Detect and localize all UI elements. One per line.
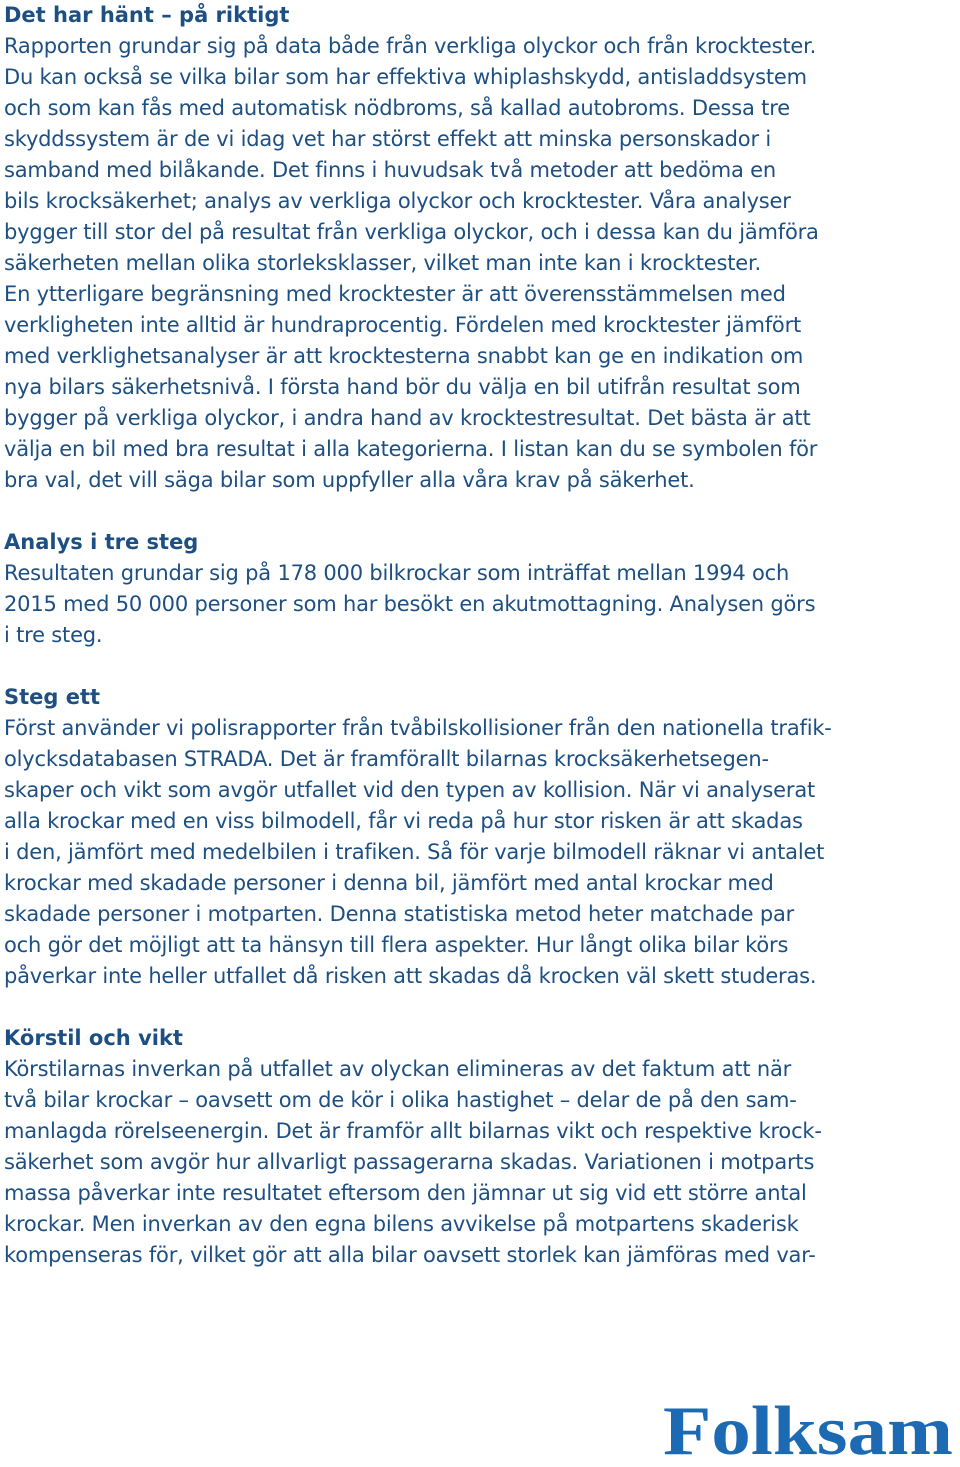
text-line: välja en bil med bra resultat i alla kategorierna. I listan kan du se symbolen för <box>4 437 818 461</box>
text-line: nya bilars säkerhetsnivå. I första hand bör du välja en bil utifrån resultat som <box>4 375 801 399</box>
text-line: och gör det möjligt att ta hänsyn till flera aspekter. Hur långt olika bilar körs <box>4 933 789 957</box>
section-body <box>4 31 944 496</box>
text-line: Rapporten grundar sig på data både från verkliga olyckor och från krocktester. <box>4 34 817 58</box>
section-body <box>4 713 944 992</box>
text-line: massa påverkar inte resultatet eftersom den jämnar ut sig vid ett större antal <box>4 1181 807 1205</box>
text-line: två bilar krockar – oavsett om de kör i olika hastighet – delar de på den sam- <box>4 1088 797 1112</box>
text-line: Först använder vi polisrapporter från tvåbilskollisioner från den nationella trafik- <box>4 716 832 740</box>
text-line: En ytterligare begränsning med krocktester är att överensstämmelsen med <box>4 282 786 306</box>
text-line: i tre steg. <box>4 623 103 647</box>
text-line: manlagda rörelseenergin. Det är framför allt bilarnas vikt och respektive krock- <box>4 1119 822 1143</box>
section-heading: Det har hänt – på riktigt <box>4 3 290 27</box>
text-line: kompenseras för, vilket gör att alla bilar oavsett storlek kan jämföras med var- <box>4 1243 816 1267</box>
text-line: verkligheten inte alltid är hundraprocentig. Fördelen med krocktester jämfört <box>4 313 802 337</box>
section-det-har-hant <box>4 0 944 496</box>
text-line: säkerheten mellan olika storleksklasser, vilket man inte kan i krocktester. <box>4 251 761 275</box>
text-line: i den, jämfört med medelbilen i trafiken. Så för varje bilmodell räknar vi antalet <box>4 840 825 864</box>
text-line: Du kan också se vilka bilar som har effektiva whiplashskydd, antisladdsystem <box>4 65 807 89</box>
section-analys-i-tre-steg <box>4 527 944 651</box>
section-heading: Körstil och vikt <box>4 1026 183 1050</box>
text-line: bra val, det vill säga bilar som uppfyller alla våra krav på säkerhet. <box>4 468 695 492</box>
text-line: krockar med skadade personer i denna bil, jämfört med antal krockar med <box>4 871 774 895</box>
text-line: med verklighetsanalyser är att krocktesterna snabbt kan ge en indikation om <box>4 344 804 368</box>
text-line: Resultaten grundar sig på 178 000 bilkrockar som inträffat mellan 1994 och <box>4 561 790 585</box>
folksam-logo <box>663 1402 955 1462</box>
text-line: krockar. Men inverkan av den egna bilens avvikelse på motpartens skaderisk <box>4 1212 799 1236</box>
section-spacer <box>4 496 944 527</box>
section-spacer <box>4 992 944 1023</box>
section-spacer <box>4 651 944 682</box>
text-line: 2015 med 50 000 personer som har besökt en akutmottagning. Analysen görs <box>4 592 816 616</box>
text-line: skyddssystem är de vi idag vet har störst effekt att minska personskador i <box>4 127 771 151</box>
text-line: olycksdatabasen STRADA. Det är framförallt bilarnas krocksäkerhetsegen- <box>4 747 769 771</box>
text-line: skaper och vikt som avgör utfallet vid den typen av kollision. När vi analyserat <box>4 778 816 802</box>
text-line: påverkar inte heller utfallet då risken att skadas då krocken väl skett studeras. <box>4 964 817 988</box>
text-line: alla krockar med en viss bilmodell, får vi reda på hur stor risken är att skadas <box>4 809 803 833</box>
text-line: bygger på verkliga olyckor, i andra hand av krocktestresultat. Det bästa är att <box>4 406 811 430</box>
folksam-logo-icon <box>663 1402 955 1462</box>
logo-text: Folksam <box>663 1402 953 1462</box>
text-line: skadade personer i motparten. Denna statistiska metod heter matchade par <box>4 902 795 926</box>
text-line: säkerhet som avgör hur allvarligt passagerarna skadas. Variationen i motparts <box>4 1150 815 1174</box>
section-heading: Analys i tre steg <box>4 530 199 554</box>
text-line: och som kan fås med automatisk nödbroms, så kallad autobroms. Dessa tre <box>4 96 790 120</box>
text-line: bygger till stor del på resultat från verkliga olyckor, och i dessa kan du jämföra <box>4 220 819 244</box>
text-line: Körstilarnas inverkan på utfallet av olyckan elimineras av det faktum att när <box>4 1057 792 1081</box>
section-body <box>4 558 944 651</box>
section-korstil-och-vikt <box>4 1023 944 1271</box>
text-line: bils krocksäkerhet; analys av verkliga olyckor och krocktester. Våra analyser <box>4 189 791 213</box>
section-heading: Steg ett <box>4 685 101 709</box>
section-steg-ett <box>4 682 944 992</box>
text-line: samband med bilåkande. Det finns i huvudsak två metoder att bedöma en <box>4 158 776 182</box>
section-body <box>4 1054 944 1271</box>
document-page <box>4 0 944 1271</box>
